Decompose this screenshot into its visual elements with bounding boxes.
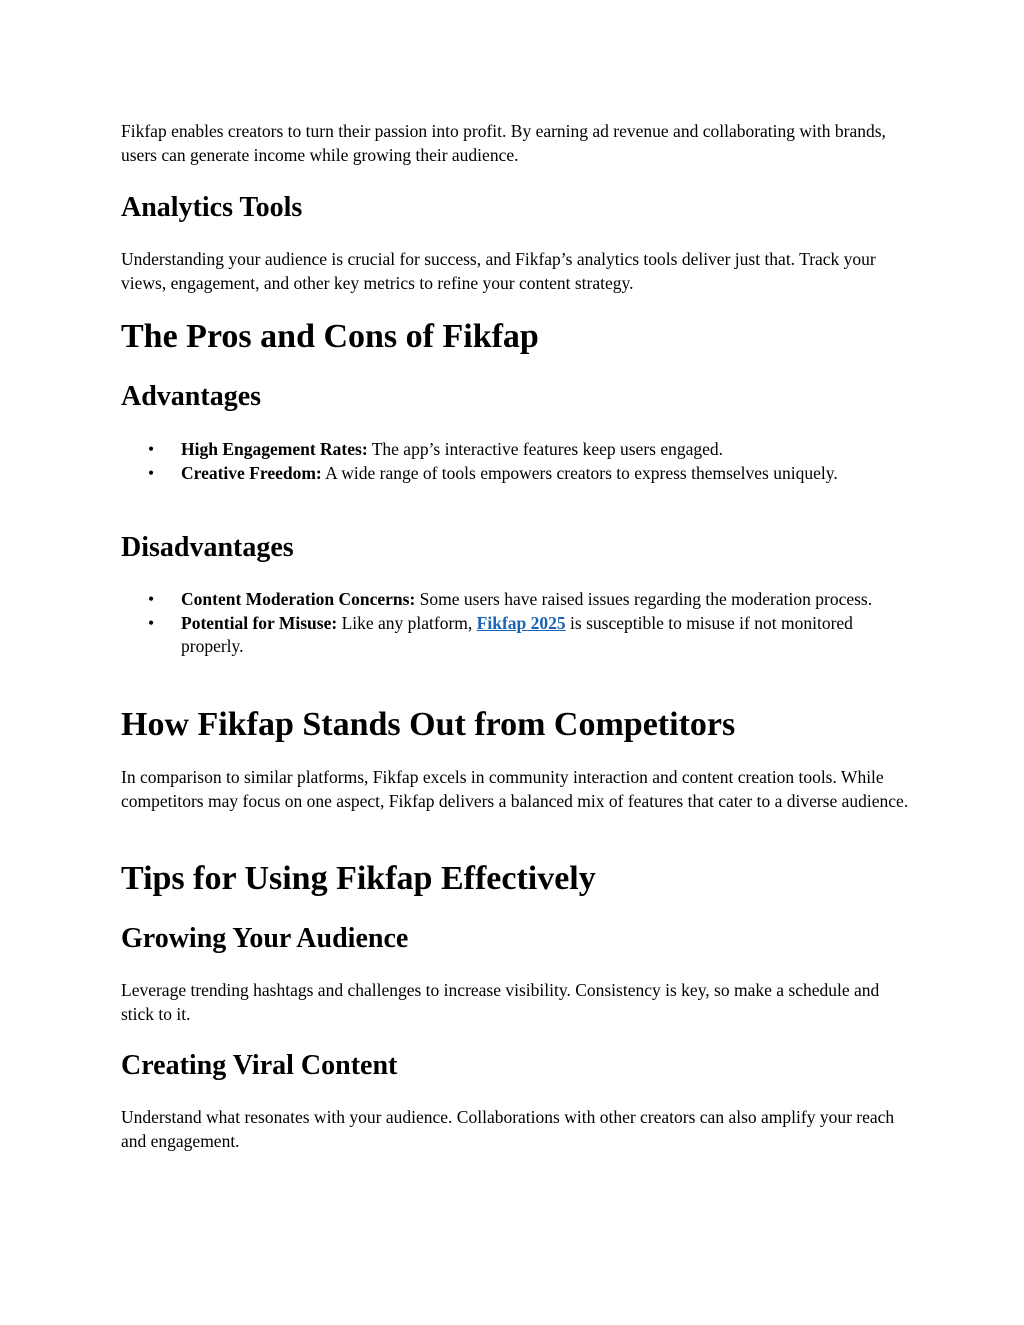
list-item-label: Potential for Misuse: [181,612,338,633]
growing-audience-paragraph: Leverage trending hashtags and challenges to increase visibility. Consistency is key, so make a schedule and stick to it. [121,980,880,1024]
list-item-label: High Engagement Rates: [181,439,368,459]
advantages-list [121,438,911,485]
pros-cons-heading: The Pros and Cons of Fikfap [121,318,539,355]
list-item-text: The app’s interactive features keep users engaged. [367,439,724,459]
viral-content-heading: Creating Viral Content [121,1050,398,1081]
list-item [121,462,911,486]
list-item-text: Some users have raised issues regarding the moderation process. [415,589,873,609]
bullet-icon: • [148,589,155,609]
tips-heading: Tips for Using Fikfap Effectively [121,860,596,897]
list-item-text-before: Like any platform, [337,612,477,633]
list-item [121,588,911,612]
list-item [121,438,911,462]
advantages-heading: Advantages [121,381,262,412]
list-item-label: Content Moderation Concerns: [181,589,416,609]
list-item-text-after: is susceptible to misuse if not monitored properly. [181,612,853,656]
list-item-text: A wide range of tools empowers creators to express themselves uniquely. [321,462,838,483]
list-item [121,612,911,659]
growing-audience-heading: Growing Your Audience [121,923,409,954]
analytics-tools-heading: Analytics Tools [121,192,303,223]
bullet-icon: • [148,439,155,459]
disadvantages-list [121,588,911,659]
fikfap-2025-link[interactable]: Fikfap 2025 [476,612,566,633]
bullet-icon: • [148,462,155,483]
bullet-icon: • [148,612,155,633]
viral-content-paragraph: Understand what resonates with your audience. Collaborations with other creators can also amplify your reach and engagement. [121,1107,895,1151]
disadvantages-heading: Disadvantages [121,532,294,563]
competitors-paragraph: In comparison to similar platforms, Fikfap excels in community interaction and content creation tools. While competitors may focus on one aspect, Fikfap delivers a balanced mix of features that cater to a diverse audience. [121,767,909,811]
competitors-heading: How Fikfap Stands Out from Competitors [121,706,736,743]
analytics-paragraph: Understanding your audience is crucial for success, and Fikfap’s analytics tools deliver just that. Track your views, engagement, and other key metrics to refine your content strategy. [121,249,876,293]
list-item-label: Creative Freedom: [181,462,322,483]
intro-paragraph: Fikfap enables creators to turn their passion into profit. By earning ad revenue and collaborating with brands, users can generate income while growing their audience. [121,121,886,165]
